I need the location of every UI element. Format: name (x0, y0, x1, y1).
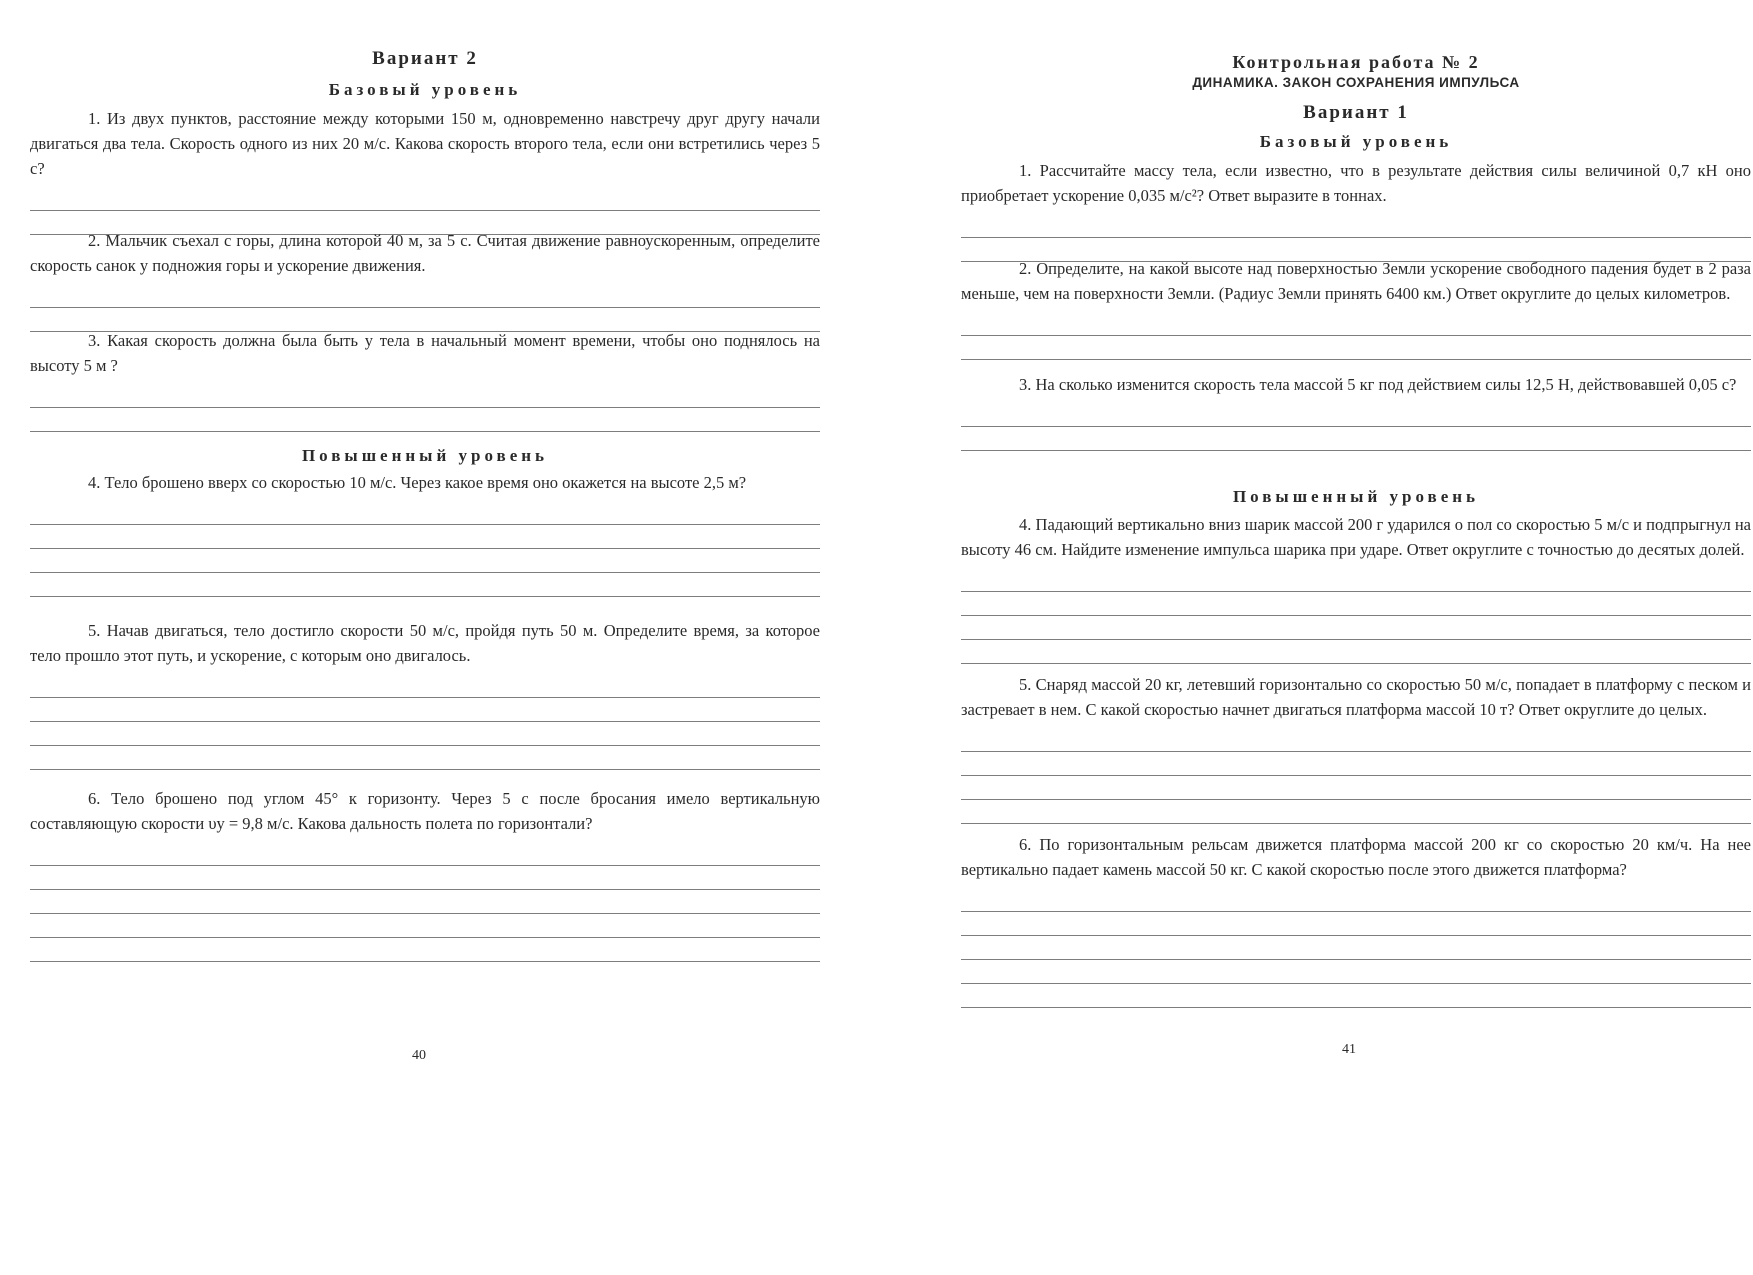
answer-line[interactable] (961, 640, 1751, 664)
work-subtitle: ДИНАМИКА. ЗАКОН СОХРАНЕНИЯ ИМПУЛЬСА (1192, 75, 1520, 90)
problem (30, 470, 820, 597)
answer-line[interactable] (961, 728, 1751, 752)
left-variant-title-block (30, 48, 820, 70)
answer-line[interactable] (30, 384, 820, 408)
problem (30, 328, 820, 432)
right-advanced-level-block (961, 487, 1751, 507)
answer-line[interactable] (961, 616, 1751, 640)
answer-line[interactable] (961, 800, 1751, 824)
answer-line[interactable] (961, 592, 1751, 616)
answer-line[interactable] (30, 284, 820, 308)
problem-text: 6. По горизонтальным рельсам движется платформа массой 200 кг со скоростью 20 км/ч. На нее вертикально падает камень массой 50 кг. С какой скоростью после этого движется платформа? (961, 835, 1751, 879)
right-heading-block (961, 52, 1751, 90)
level-title-base: Базовый уровень (1259, 132, 1453, 151)
answer-line[interactable] (30, 674, 820, 698)
answer-line[interactable] (961, 888, 1751, 912)
answer-line[interactable] (961, 214, 1751, 238)
page-number: 40 (412, 1048, 426, 1063)
problem-text: 2. Определите, на какой высоте над поверхностью Земли ускорение свободного падения будет в 2 раза меньше, чем на поверхности Земли. (Радиус Земли принять 6400 км.) Ответ округлите до целых километров. (961, 259, 1751, 303)
left-page (0, 0, 876, 1275)
answer-line[interactable] (30, 408, 820, 432)
left-advanced-level-block (30, 446, 820, 466)
right-base-level-block (961, 132, 1751, 152)
answer-line[interactable] (30, 722, 820, 746)
problem-text: 3. Какая скорость должна была быть у тела в начальный момент времени, чтобы оно поднялось на высоту 5 м ? (30, 331, 820, 375)
problem (30, 786, 820, 962)
right-page (876, 0, 1753, 1275)
problem (30, 228, 820, 332)
answer-lines (961, 728, 1751, 824)
answer-line[interactable] (961, 312, 1751, 336)
answer-lines (961, 888, 1751, 1008)
answer-line[interactable] (30, 746, 820, 770)
answer-line[interactable] (30, 842, 820, 866)
problem-text: 5. Снаряд массой 20 кг, летевший горизонтально со скоростью 50 м/с, попадает в платформу с песком и застревает в нем. С какой скоростью начнет двигаться платформа массой 10 т? Ответ округлите до целых. (961, 675, 1751, 719)
problem-text: 4. Падающий вертикально вниз шарик массой 200 г ударился о пол со скоростью 5 м/с и подпрыгнул на высоту 46 см. Найдите изменение импульса шарика при ударе. Ответ округлите с точностью до десятых долей. (961, 515, 1751, 559)
answer-line[interactable] (30, 914, 820, 938)
level-title-advanced: Повышенный уровень (1232, 487, 1480, 506)
answer-lines (961, 403, 1751, 451)
problem-text: 4. Тело брошено вверх со скоростью 10 м/с. Через какое время оно окажется на высоте 2,5 м? (88, 473, 747, 492)
problem (961, 512, 1751, 664)
answer-lines (30, 842, 820, 962)
problem (961, 672, 1751, 824)
problem (961, 158, 1751, 262)
answer-lines (961, 214, 1751, 262)
problem-text: 1. Из двух пунктов, расстояние между которыми 150 м, одновременно навстречу друг другу начали двигаться два тела. Скорость одного из них 20 м/с. Какова скорость второго тела, если они встретились через 5 с? (30, 109, 820, 178)
answer-line[interactable] (961, 912, 1751, 936)
problem (961, 256, 1751, 360)
left-base-level-block (30, 80, 820, 100)
answer-line[interactable] (30, 501, 820, 525)
answer-line[interactable] (30, 525, 820, 549)
answer-line[interactable] (961, 984, 1751, 1008)
answer-lines (961, 312, 1751, 360)
variant-title: Вариант 2 (372, 48, 478, 69)
answer-line[interactable] (30, 866, 820, 890)
page-number: 41 (1342, 1042, 1356, 1057)
answer-line[interactable] (961, 776, 1751, 800)
problem-text: 3. На сколько изменится скорость тела массой 5 кг под действием силы 12,5 Н, действовавшей 0,05 с? (1019, 375, 1737, 394)
answer-line[interactable] (30, 187, 820, 211)
problem-text: 1. Рассчитайте массу тела, если известно, что в результате действия силы величиной 0,7 кН оно приобретает ускорение 0,035 м/с²? Ответ выразите в тоннах. (961, 161, 1751, 205)
problem-text: 2. Мальчик съехал с горы, длина которой 40 м, за 5 с. Считая движение равноускоренным, определите скорость санок у подножия горы и ускорение движения. (30, 231, 820, 275)
problem (961, 832, 1751, 1008)
answer-line[interactable] (961, 752, 1751, 776)
answer-line[interactable] (30, 698, 820, 722)
answer-lines (30, 284, 820, 332)
answer-lines (961, 568, 1751, 664)
answer-line[interactable] (961, 960, 1751, 984)
answer-line[interactable] (30, 938, 820, 962)
problem-text: 5. Начав двигаться, тело достигло скорости 50 м/с, пройдя путь 50 м. Определите время, за которое тело прошло этот путь, и ускорение, с которым оно двигалось. (30, 621, 820, 665)
variant-title: Вариант 1 (1303, 102, 1409, 123)
answer-lines (30, 384, 820, 432)
level-title-advanced: Повышенный уровень (301, 446, 549, 465)
answer-lines (30, 501, 820, 597)
answer-line[interactable] (30, 573, 820, 597)
answer-line[interactable] (961, 568, 1751, 592)
answer-line[interactable] (961, 403, 1751, 427)
level-title-base: Базовый уровень (328, 80, 522, 99)
problem (30, 618, 820, 770)
answer-line[interactable] (961, 427, 1751, 451)
work-title: Контрольная работа № 2 (1232, 52, 1480, 72)
answer-line[interactable] (30, 890, 820, 914)
answer-line[interactable] (30, 549, 820, 573)
answer-lines (30, 674, 820, 770)
right-variant-title-block (961, 102, 1751, 124)
problem (961, 372, 1751, 451)
answer-line[interactable] (961, 936, 1751, 960)
answer-line[interactable] (961, 336, 1751, 360)
problem-text: 6. Тело брошено под углом 45° к горизонту. Через 5 с после бросания имело вертикальную составляющую скорости υy = 9,8 м/с. Какова дальность полета по горизонтали? (30, 789, 820, 833)
problem (30, 106, 820, 235)
